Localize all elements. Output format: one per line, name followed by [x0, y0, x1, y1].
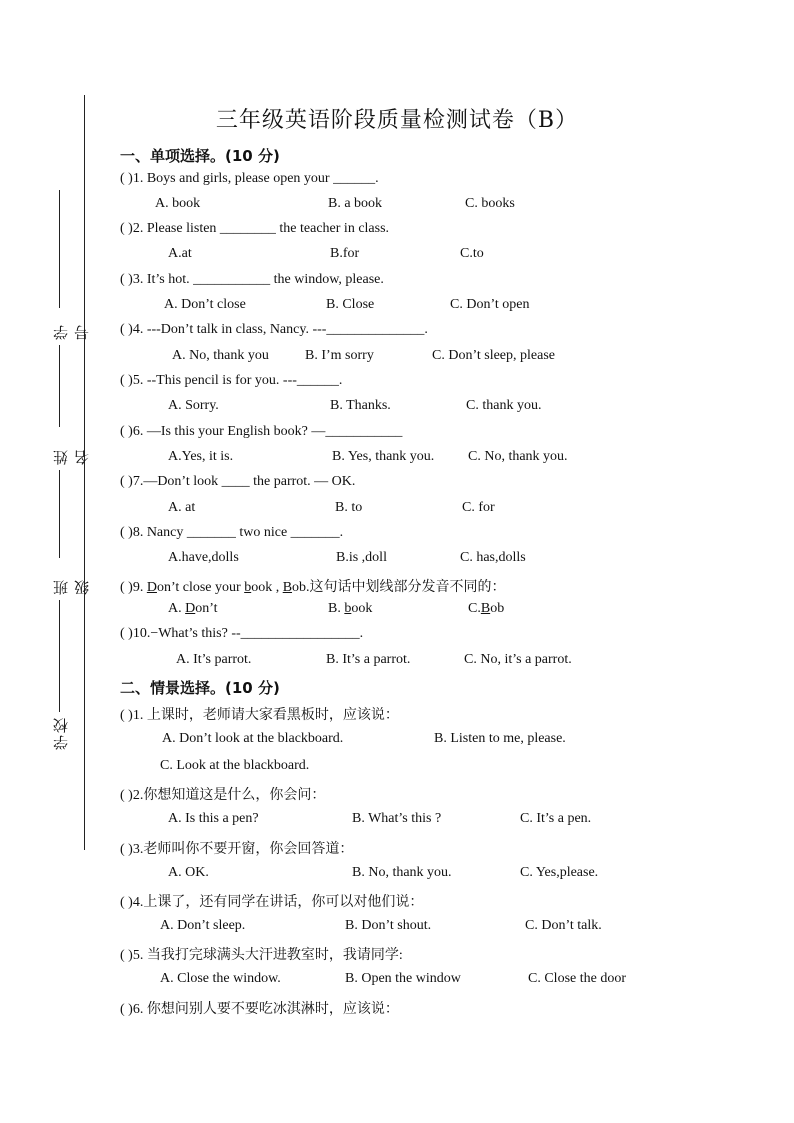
- s1-q6-options: [0, 449, 794, 469]
- option: B. No, thank you.: [352, 865, 452, 880]
- s1-q4-options: [0, 348, 794, 368]
- option: C. No, it’s a parrot.: [464, 652, 572, 667]
- option: A. OK.: [168, 865, 209, 880]
- option-prefix: B.: [328, 601, 345, 616]
- option: B.for: [330, 246, 360, 261]
- option: C. books: [465, 196, 515, 211]
- option: B. Thanks.: [330, 398, 391, 413]
- option: A. Don’t look at the blackboard.: [162, 731, 344, 746]
- option-underlined: B: [480, 601, 491, 616]
- s1-q9-options: [0, 601, 794, 621]
- option: C. Don’t sleep, please: [432, 348, 555, 363]
- s1-q5-options: [0, 398, 794, 418]
- s1-q6: ( )6. —Is this your English book? —___________: [120, 424, 403, 439]
- student-id-label: 学号: [52, 323, 91, 340]
- s1-q7-options: [0, 500, 794, 520]
- q9-underlined-1: D: [146, 580, 157, 595]
- q9-text-1: on’t close your: [156, 580, 245, 595]
- q9-underlined-2: b: [244, 580, 252, 595]
- q9-text-2: ook ,: [251, 580, 283, 595]
- s2-q1-options-row2: [0, 758, 794, 778]
- option: B.is ,doll: [336, 550, 387, 565]
- option: B. to: [335, 500, 363, 515]
- s2-q4: ( )4.上课了，还有同学在讲话，你可以对他们说：: [120, 895, 424, 910]
- q9-prefix: ( )9.: [120, 580, 147, 595]
- option: C. Look at the blackboard.: [160, 758, 310, 773]
- class-field: [42, 470, 91, 595]
- s2-q2-options: [0, 811, 794, 831]
- option: C. Yes,please.: [520, 865, 599, 880]
- option-prefix: A.: [168, 601, 186, 616]
- s2-q3-options: [0, 865, 794, 885]
- option: B. Open the window: [345, 971, 461, 986]
- option: A. It’s parrot.: [176, 652, 252, 667]
- option: B. Don’t shout.: [345, 918, 432, 933]
- option: [468, 601, 504, 617]
- option: A. No, thank you: [172, 348, 269, 363]
- option: C.to: [460, 246, 484, 261]
- school-label: 学校: [52, 716, 70, 750]
- option-prefix: C.: [468, 601, 481, 616]
- option: A. at: [168, 500, 196, 515]
- s1-q1-options: [0, 196, 794, 216]
- option-rest: ob: [490, 601, 505, 616]
- s2-q5: ( )5. 当我打完球满头大汗进教室时，我请同学:: [120, 948, 403, 963]
- s1-q2-options: [0, 246, 794, 266]
- s1-q5: ( )5. --This pencil is for you. ---______.: [120, 373, 343, 388]
- class-label: 班级: [52, 578, 91, 595]
- option: [168, 601, 218, 617]
- page-title: 三年级英语阶段质量检测试卷（B）: [215, 108, 579, 133]
- s2-q4-options: [0, 918, 794, 938]
- option: A.at: [168, 246, 192, 261]
- option: B. a book: [328, 196, 383, 211]
- s2-q1: ( )1. 上课时，老师请大家看黑板时，应该说：: [120, 708, 399, 723]
- s1-q8: ( )8. Nancy _______ two nice _______.: [120, 525, 344, 540]
- q9-underlined-3: B: [282, 580, 293, 595]
- option: B. What’s this ?: [352, 811, 442, 826]
- s1-q7: ( )7.—Don’t look ____ the parrot. — OK.: [120, 474, 356, 489]
- s2-q6: ( )6. 你想问别人要不要吃冰淇淋时，应该说：: [120, 1002, 399, 1017]
- option: B. Close: [326, 297, 375, 312]
- s2-q5-options: [0, 971, 794, 991]
- option: C. thank you.: [466, 398, 542, 413]
- option: C. Close the door: [528, 971, 626, 986]
- option: A. Close the window.: [160, 971, 281, 986]
- option: C. No, thank you.: [468, 449, 568, 464]
- option: A.have,dolls: [168, 550, 239, 565]
- s1-q2: ( )2. Please listen ________ the teacher in class.: [120, 221, 390, 236]
- s1-q1: ( )1. Boys and girls, please open your ______.: [120, 171, 379, 186]
- q9-text-3: ob.这句话中划线部分发音不同的：: [292, 580, 506, 595]
- option: B. It’s a parrot.: [326, 652, 411, 667]
- s1-q3: ( )3. It’s hot. ___________ the window, please.: [120, 272, 384, 287]
- s1-q9: [120, 576, 506, 596]
- option: A. book: [155, 196, 201, 211]
- option: B. Listen to me, please.: [434, 731, 566, 746]
- option: B. Yes, thank you.: [332, 449, 435, 464]
- option: A.Yes, it is.: [168, 449, 234, 464]
- option: A. Sorry.: [168, 398, 219, 413]
- option-rest: on’t: [195, 601, 218, 616]
- s1-q4: ( )4. ---Don’t talk in class, Nancy. ---______________.: [120, 322, 428, 337]
- school-field: [42, 600, 78, 750]
- s1-q3-options: [0, 297, 794, 317]
- s1-q10: ( )10.−What’s this? --_________________.: [120, 626, 364, 641]
- option: B. I’m sorry: [305, 348, 374, 363]
- option: A. Don’t close: [164, 297, 246, 312]
- section1-title: 一、单项选择。(10 分): [120, 147, 280, 165]
- option-underlined: D: [185, 601, 196, 616]
- name-label: 姓名: [52, 448, 91, 465]
- s1-q10-options: [0, 652, 794, 672]
- s2-q3: ( )3.老师叫你不要开窗，你会回答道：: [120, 842, 354, 857]
- option: A. Is this a pen?: [168, 811, 259, 826]
- section2-title: 二、情景选择。(10 分): [120, 679, 280, 697]
- s2-q2: ( )2.你想知道这是什么，你会问：: [120, 788, 326, 803]
- option: C. It’s a pen.: [520, 811, 592, 826]
- s2-q1-options: [0, 731, 794, 751]
- option: C. Don’t talk.: [525, 918, 602, 933]
- option-underlined: b: [344, 601, 352, 616]
- option: C. has,dolls: [460, 550, 526, 565]
- option: [328, 601, 372, 617]
- option-rest: ook: [351, 601, 373, 616]
- option: C. for: [462, 500, 495, 515]
- s1-q8-options: [0, 550, 794, 570]
- option: C. Don’t open: [450, 297, 530, 312]
- option: A. Don’t sleep.: [160, 918, 246, 933]
